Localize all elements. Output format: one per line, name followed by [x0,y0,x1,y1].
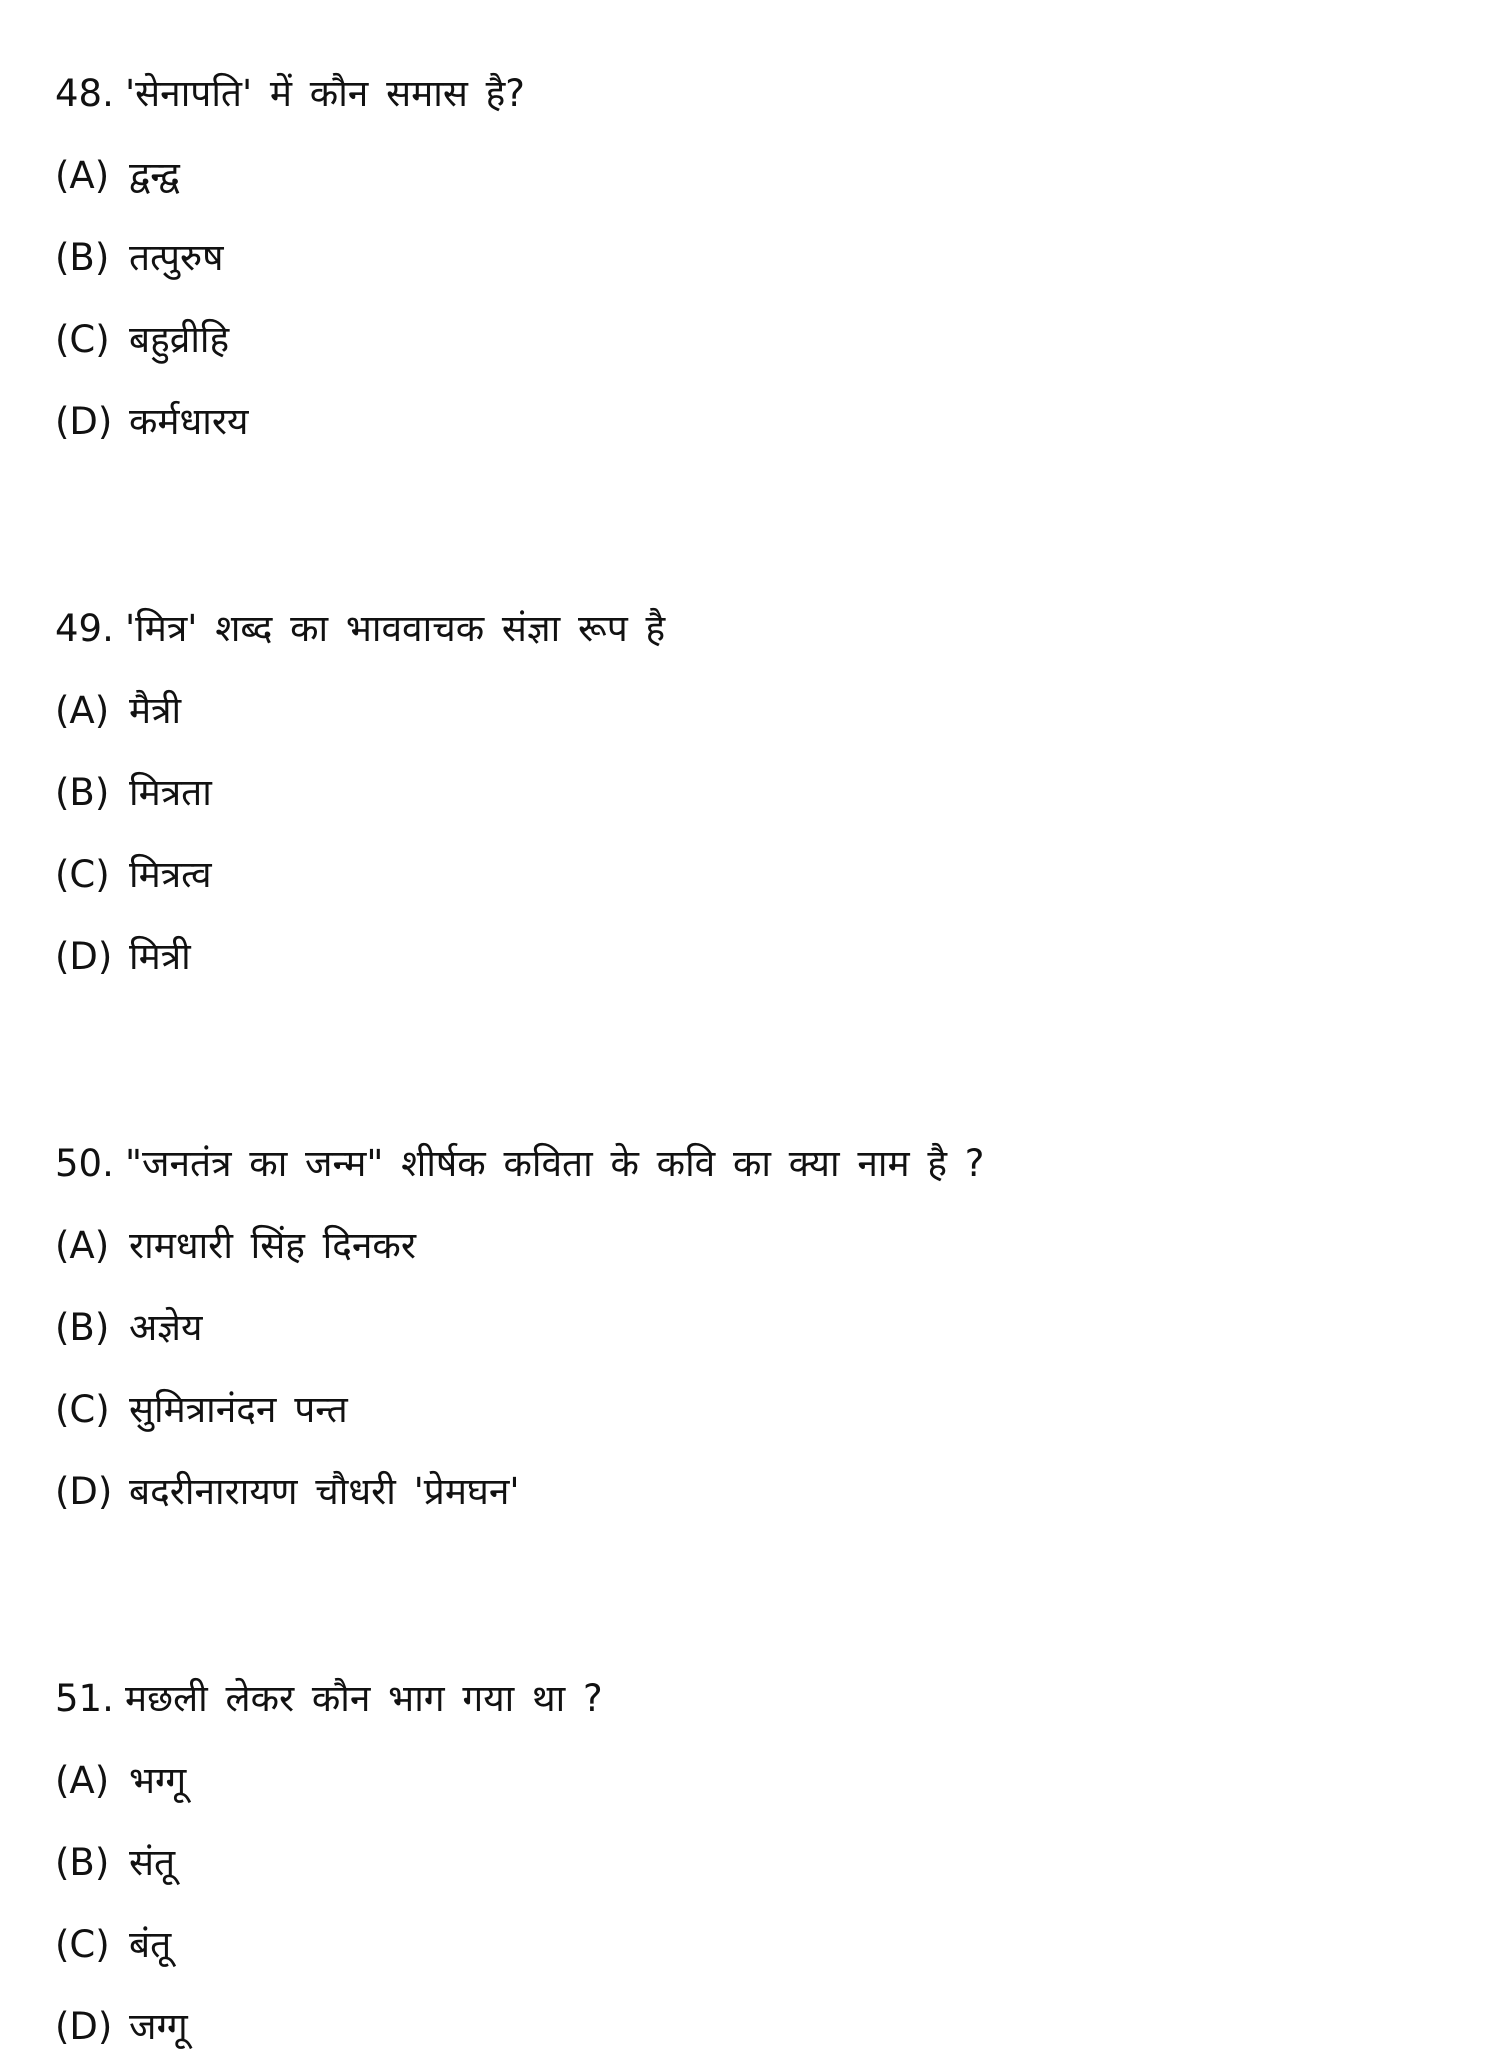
option-a [55,1757,1455,1804]
option-a [55,687,1455,734]
option-text: मित्रता [129,771,212,814]
question-48 [55,70,1455,445]
option-text: कर्मधारय [129,400,249,443]
option-key: (A) [55,1224,110,1267]
question-text: 'मित्र' शब्द का भाववाचक संज्ञा रूप है [125,607,666,650]
option-b [55,1839,1455,1886]
option-key: (B) [55,236,110,279]
option-c [55,1921,1455,1968]
option-key: (C) [55,1388,110,1431]
question-line [55,605,1455,652]
option-a [55,1222,1455,1269]
option-key: (B) [55,1306,110,1349]
option-c [55,1386,1455,1433]
option-text: द्वन्द्व [129,154,180,197]
option-key: (C) [55,853,110,896]
option-a [55,152,1455,199]
option-text: सुमित्रानंदन पन्त [129,1388,348,1431]
option-text: संतू [129,1841,176,1884]
option-text: मित्रत्व [129,853,212,896]
option-text: मैत्री [129,689,182,732]
option-text: मित्री [129,935,191,978]
question-line [55,1140,1455,1187]
option-key: (B) [55,1841,110,1884]
question-text: मछली लेकर कौन भाग गया था ? [125,1677,603,1720]
question-text: "जनतंत्र का जन्म" शीर्षक कविता के कवि का क्या नाम है ? [125,1142,985,1185]
option-text: बंतू [129,1923,172,1966]
option-key: (D) [55,935,113,978]
option-d [55,1468,1455,1515]
option-b [55,234,1455,281]
option-b [55,769,1455,816]
option-d [55,2003,1455,2050]
option-key: (D) [55,400,113,443]
question-51 [55,1675,1455,2050]
option-c [55,851,1455,898]
question-line [55,70,1455,117]
question-number: 50. [55,1142,114,1185]
option-text: अज्ञेय [129,1306,203,1349]
option-text: बदरीनारायण चौधरी 'प्रेमघन' [129,1470,520,1513]
question-text: 'सेनापति' में कौन समास है? [125,72,525,115]
question-page [55,70,1455,2050]
option-key: (C) [55,1923,110,1966]
option-d [55,933,1455,980]
option-text: जग्गू [129,2005,188,2048]
option-text: रामधारी सिंह दिनकर [129,1224,416,1267]
option-c [55,316,1455,363]
option-b [55,1304,1455,1351]
option-key: (B) [55,771,110,814]
option-key: (A) [55,154,110,197]
option-key: (C) [55,318,110,361]
option-key: (A) [55,689,110,732]
option-text: तत्पुरुष [129,236,224,279]
question-number: 49. [55,607,114,650]
question-50 [55,1140,1455,1515]
question-number: 51. [55,1677,114,1720]
option-key: (A) [55,1759,110,1802]
question-number: 48. [55,72,114,115]
question-line [55,1675,1455,1722]
option-key: (D) [55,2005,113,2048]
question-49 [55,605,1455,980]
option-key: (D) [55,1470,113,1513]
option-d [55,398,1455,445]
option-text: भग्गू [129,1759,187,1802]
option-text: बहुव्रीहि [129,318,230,361]
